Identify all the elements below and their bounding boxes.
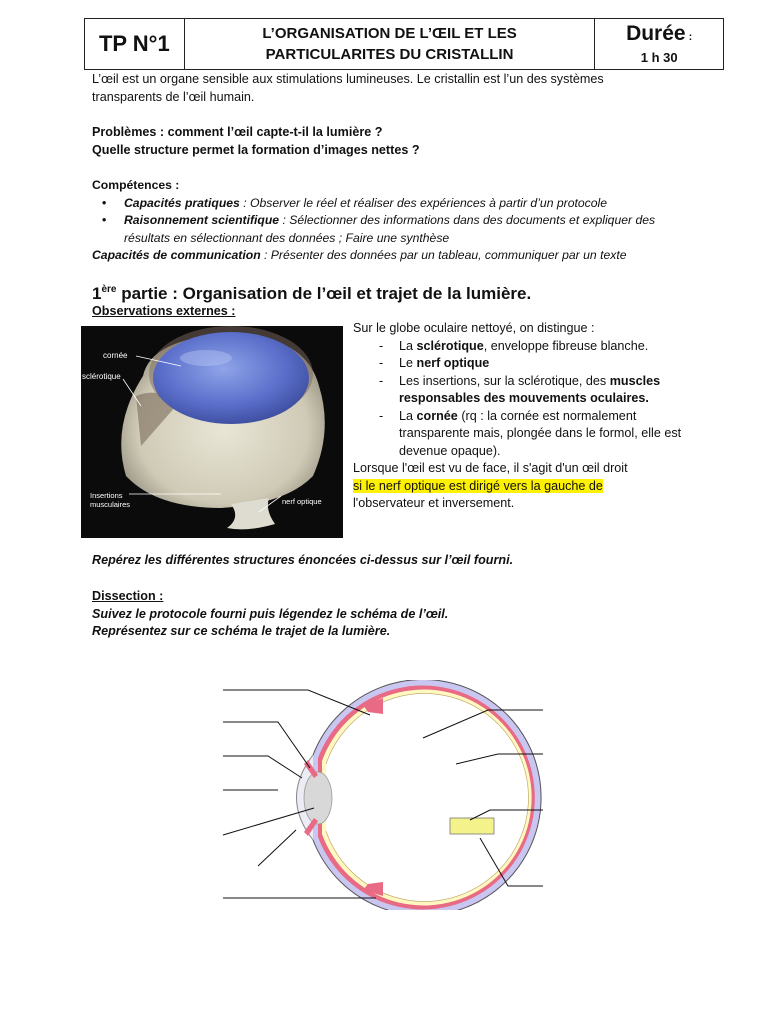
desc-item-post: (rq : la cornée est normalement transparente mais, plongée dans le formol, elle est devenue opaque). (399, 408, 682, 458)
lens-shape (304, 772, 332, 824)
label-line (223, 722, 310, 768)
cornea (153, 332, 309, 424)
tp-number: TP N°1 (85, 19, 185, 69)
intro-line-2: transparents de l’œil humain. (92, 89, 255, 104)
desc-face-line: Lorsque l'œil est vu de face, il s'agit d'un œil droit (353, 461, 628, 475)
label-line (223, 756, 302, 778)
duration-colon: : (685, 30, 693, 43)
eye-diagram (218, 680, 548, 910)
duration-label (626, 22, 692, 49)
photo-label-cornee: cornée (103, 351, 128, 360)
optic-nerve (450, 818, 494, 834)
cornea-highlight (180, 350, 232, 366)
observations-externes-heading: Observations externes : (92, 304, 236, 318)
part1-heading (92, 279, 531, 305)
competences-title: Compétences : (92, 178, 180, 192)
desc-item-bold: cornée (416, 408, 458, 423)
competences (92, 177, 692, 265)
communication-line (92, 247, 692, 265)
competence-item (124, 195, 692, 213)
title-line-2: PARTICULARITES DU CRISTALLIN (265, 46, 514, 63)
dissection-line-1: Suivez le protocole fourni puis légendez le schéma de l’œil. (92, 606, 449, 621)
duration-box (595, 19, 723, 69)
competence-label: Capacités pratiques (124, 195, 240, 210)
competence-item (124, 212, 692, 247)
header-table (84, 18, 724, 70)
desc-item-bold: nerf optique (416, 356, 490, 370)
intro-line-1: L’œil est un organe sensible aux stimulations lumineuses. Le cristallin est l’un des systèmes (92, 72, 604, 86)
intro-paragraph (92, 71, 692, 106)
vitreous-body (326, 694, 528, 902)
desc-item (399, 408, 698, 461)
desc-item-bold: muscles responsables des mouvements oculaires. (399, 373, 661, 405)
desc-item-pre: La (399, 338, 417, 353)
title-line-1: L’ORGANISATION DE L’ŒIL ET LES (262, 25, 517, 42)
photo-label-insertions-2: musculaires (90, 500, 131, 509)
competence-text: : Sélectionner des informations dans des documents et expliquer des résultats en sélectionnant des données ; Faire une synthèse (124, 213, 656, 245)
part1-title: partie : Organisation de l’œil et trajet de la lumière. (116, 284, 532, 303)
photo-label-insertions-1: Insertions (90, 491, 123, 500)
photo-label-sclerotique: sclérotique (82, 372, 121, 381)
photo-label-nerf: nerf optique (282, 497, 322, 506)
desc-item-pre: La (399, 408, 417, 423)
communication-label: Capacités de communication (92, 248, 261, 262)
desc-highlight: si le nerf optique est dirigé vers la gauche de (353, 478, 603, 493)
reperez-instruction: Repérez les différentes structures énoncées ci-dessus sur l’œil fourni. (92, 553, 514, 567)
duration-value: 1 h 30 (640, 49, 678, 65)
desc-item-pre: Les insertions, sur la sclérotique, des (399, 373, 610, 388)
desc-item-bold: sclérotique (416, 338, 484, 353)
worksheet-title (185, 19, 596, 69)
competences-list (92, 195, 692, 248)
label-line (258, 830, 296, 866)
part1-number: 1 (92, 284, 102, 303)
part1-superscript: ère (101, 284, 117, 295)
desc-list (353, 338, 698, 461)
problem-line-2: Quelle structure permet la formation d’images nettes ? (92, 142, 420, 157)
desc-item (399, 373, 698, 408)
problems (92, 124, 692, 159)
dissection-section (92, 588, 448, 641)
dissection-line-2: Représentez sur ce schéma le trajet de la lumière. (92, 624, 391, 638)
duration-label-text: Durée (626, 21, 686, 45)
desc-item (399, 355, 698, 373)
dissection-title: Dissection : (92, 589, 164, 603)
communication-text: : Présenter des données par un tableau, communiquer par un texte (260, 248, 627, 262)
problem-line-1: Problèmes : comment l’œil capte-t-il la lumière ? (92, 125, 383, 139)
desc-intro: Sur le globe oculaire nettoyé, on distingue : (353, 321, 595, 335)
desc-end: l'observateur et inversement. (353, 496, 515, 510)
desc-item-post: , enveloppe fibreuse blanche. (483, 338, 649, 353)
label-line (223, 808, 314, 835)
desc-item (399, 338, 698, 356)
competence-text: : Observer le réel et réaliser des expériences à partir d’un protocole (239, 195, 607, 210)
eye-photo (81, 326, 343, 538)
competence-label: Raisonnement scientifique (124, 213, 280, 227)
desc-item-pre: Le (399, 356, 417, 370)
observation-description (353, 320, 698, 513)
